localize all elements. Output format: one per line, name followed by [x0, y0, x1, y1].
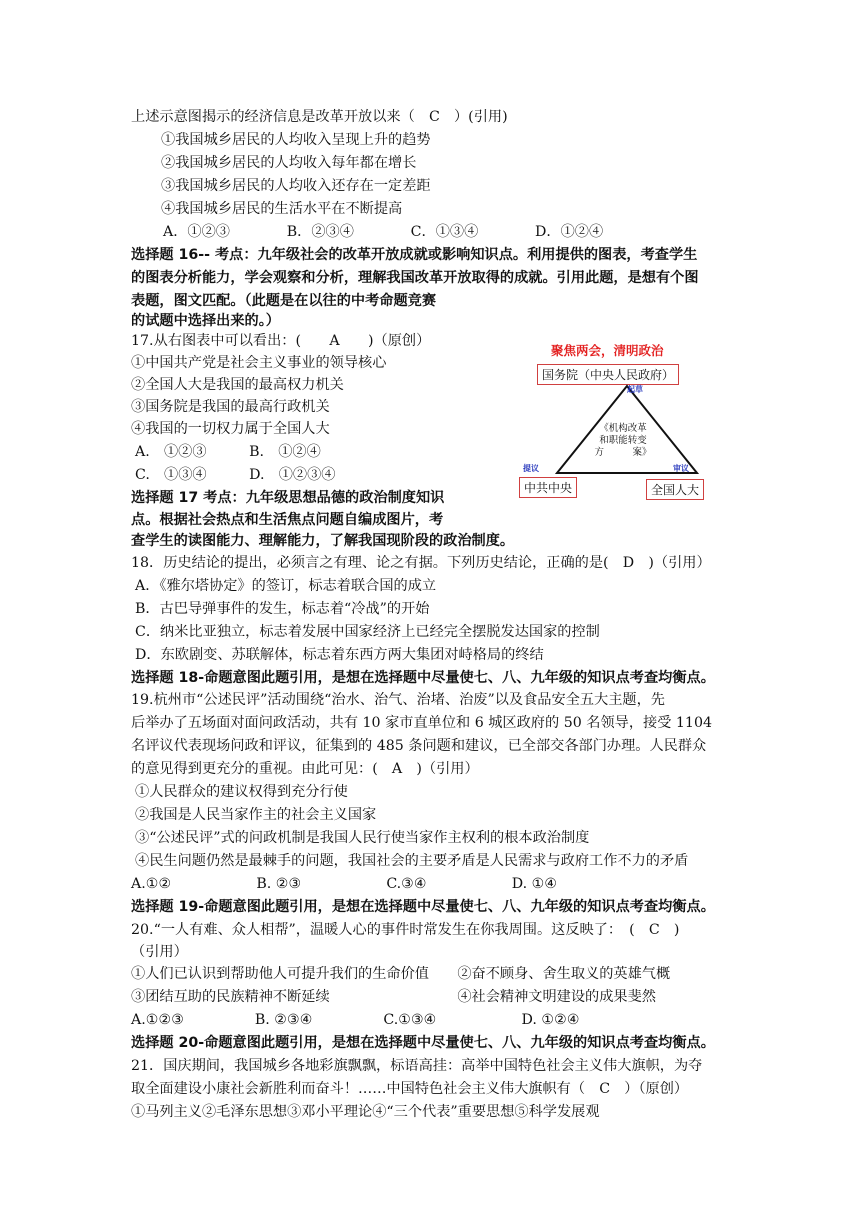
q16-option-2: ②我国城乡居民的人均收入每年都在增长 [161, 155, 417, 171]
q21-options: ①马列主义②毛泽东思想③邓小平理论④“三个代表”重要思想⑤科学发展观 [131, 1104, 600, 1120]
q17-option-1: ①中国共产党是社会主义事业的领导核心 [131, 355, 387, 371]
q20-stem-line-2: （引用） [131, 944, 188, 960]
npc-box: 全国人大 [646, 479, 704, 500]
q16-option-1: ①我国城乡居民的人均收入呈现上升的趋势 [161, 132, 431, 148]
q17-choices-cd: C. ①③④ D. ①②③④ [135, 467, 336, 483]
q16-option-3: ③我国城乡居民的人均收入还存在一定差距 [161, 178, 431, 194]
q16-note-line-3: 表题，图文匹配。（此题是在以往的中考命题竞赛 [131, 293, 437, 309]
q18-option-b: B．古巴导弹事件的发生，标志着“冷战”的开始 [135, 601, 430, 617]
q19-stem-line-1: 19.杭州市“公述民评”活动围绕“治水、治气、治堵、治废”以及食品安全五大主题，先 [131, 692, 665, 708]
label-draft: 起草 [627, 385, 643, 394]
q17-note-line-1: 选择题 17 考点：九年级思想品德的政治制度知识 [131, 490, 445, 506]
q19-option-2: ②我国是人民当家作主的社会主义国家 [135, 807, 377, 823]
center-line-3: 方 案》 [594, 447, 652, 458]
q20-choices: A.①②③ B. ②③④ C.①③④ D. ①②④ [131, 1012, 580, 1028]
q16-note-line-4: 的试题中选择出来的。） [131, 313, 280, 329]
q19-option-4: ④民生问题仍然是最棘手的问题，我国社会的主要矛盾是人民需求与政府工作不力的矛盾 [135, 853, 689, 869]
q18-stem: 18．历史结论的提出，必须言之有理、论之有据。下列历史结论，正确的是( D )（引用） [131, 555, 711, 571]
q17-option-3: ③国务院是我国的最高行政机关 [131, 399, 330, 415]
q18-note: 选择题 18-命题意图此题引用，是想在选择题中尽量使七、八、九年级的知识点考查均衡点。 [131, 670, 715, 686]
label-review: 审议 [673, 464, 689, 473]
q20-stem-line-1: 20.“一人有难、众人相帮”，温暖人心的事件时常发生在你我周围。这反映了： ( C ) [131, 922, 680, 938]
q17-stem: 17.从右图表中可以看出：( A )（原创） [131, 333, 431, 349]
q19-choices: A.①② B. ②③ C.③④ D. ①④ [131, 876, 558, 892]
q17-option-4: ④我国的一切权力属于全国人大 [131, 421, 330, 437]
q19-stem-line-2: 后举办了五场面对面问政活动，共有 10 家市直单位和 6 城区政府的 50 名领导，接受 1104 [131, 715, 712, 731]
q17-choices-ab: A. ①②③ B. ①②④ [135, 444, 321, 460]
q21-stem-line-2: 取全面建设小康社会新胜利而奋斗！……中国特色社会主义伟大旗帜有（ C ）（原创） [131, 1081, 689, 1097]
q17-note-line-3: 查学生的读图能力、理解能力，了解我国现阶段的政治制度。 [131, 533, 515, 549]
q19-stem-line-3: 名评议代表现场问政和评议，征集到的 485 条问题和建议，已全部交各部门办理。人民群众 [131, 738, 707, 754]
q20-note: 选择题 20-命题意图此题引用，是想在选择题中尽量使七、八、九年级的知识点考查均衡点。 [131, 1035, 715, 1051]
q21-stem-line-1: 21．国庆期间，我国城乡各地彩旗飘飘，标语高挂：高举中国特色社会主义伟大旗帜，为夺 [131, 1058, 703, 1074]
q16-choices: A．①②③ B．②③④ C．①③④ D．①②④ [163, 224, 604, 240]
q19-stem-line-4: 的意见得到更充分的重视。由此可见：( A )（引用） [131, 761, 479, 777]
q20-options-1-2: ①人们已认识到帮助他人可提升我们的生命价值 ②奋不顾身、舍生取义的英雄气概 [131, 966, 671, 982]
q18-option-d: D．东欧剧变、苏联解体，标志着东西方两大集团对峙格局的终结 [135, 647, 544, 663]
q16-note-line-2: 的图表分析能力，学会观察和分析，理解我国改革开放取得的成就。引用此题，是想有个图 [131, 270, 699, 286]
center-line-2: 和职能转变 [599, 435, 647, 446]
state-council-box: 国务院（中央人民政府） [537, 364, 679, 385]
q17-note-line-2: 点。根据社会热点和生活焦点问题自编成图片，考 [131, 512, 444, 528]
q19-option-3: ③“公述民评”式的问政机制是我国人民行使当家作主权利的根本政治制度 [135, 830, 590, 846]
diagram-title: 聚焦两会，清明政治 [551, 343, 664, 358]
center-line-1: 《机构改革 [599, 423, 647, 434]
q19-option-1: ①人民群众的建议权得到充分行使 [135, 784, 348, 800]
q19-note: 选择题 19-命题意图此题引用，是想在选择题中尽量使七、八、九年级的知识点考查均衡点。 [131, 899, 715, 915]
q20-options-3-4: ③团结互助的民族精神不断延续 ④社会精神文明建设的成果斐然 [131, 989, 656, 1005]
q18-option-a: A．《雅尔塔协定》的签订，标志着联合国的成立 [135, 578, 437, 594]
q18-option-c: C．纳米比亚独立，标志着发展中国家经济上已经完全摆脱发达国家的控制 [135, 624, 600, 640]
q16-stem: 上述示意图揭示的经济信息是改革开放以来（ C ）(引用) [131, 109, 508, 125]
label-propose: 提议 [523, 464, 539, 473]
diagram-center-text [577, 423, 669, 459]
government-structure-diagram [515, 338, 715, 503]
cpc-central-box: 中共中央 [519, 477, 577, 498]
q17-option-2: ②全国人大是我国的最高权力机关 [131, 377, 344, 393]
q16-note-line-1: 选择题 16-- 考点：九年级社会的改革开放成就或影响知识点。利用提供的图表，考查学生 [131, 247, 698, 263]
q16-option-4: ④我国城乡居民的生活水平在不断提高 [161, 201, 403, 217]
